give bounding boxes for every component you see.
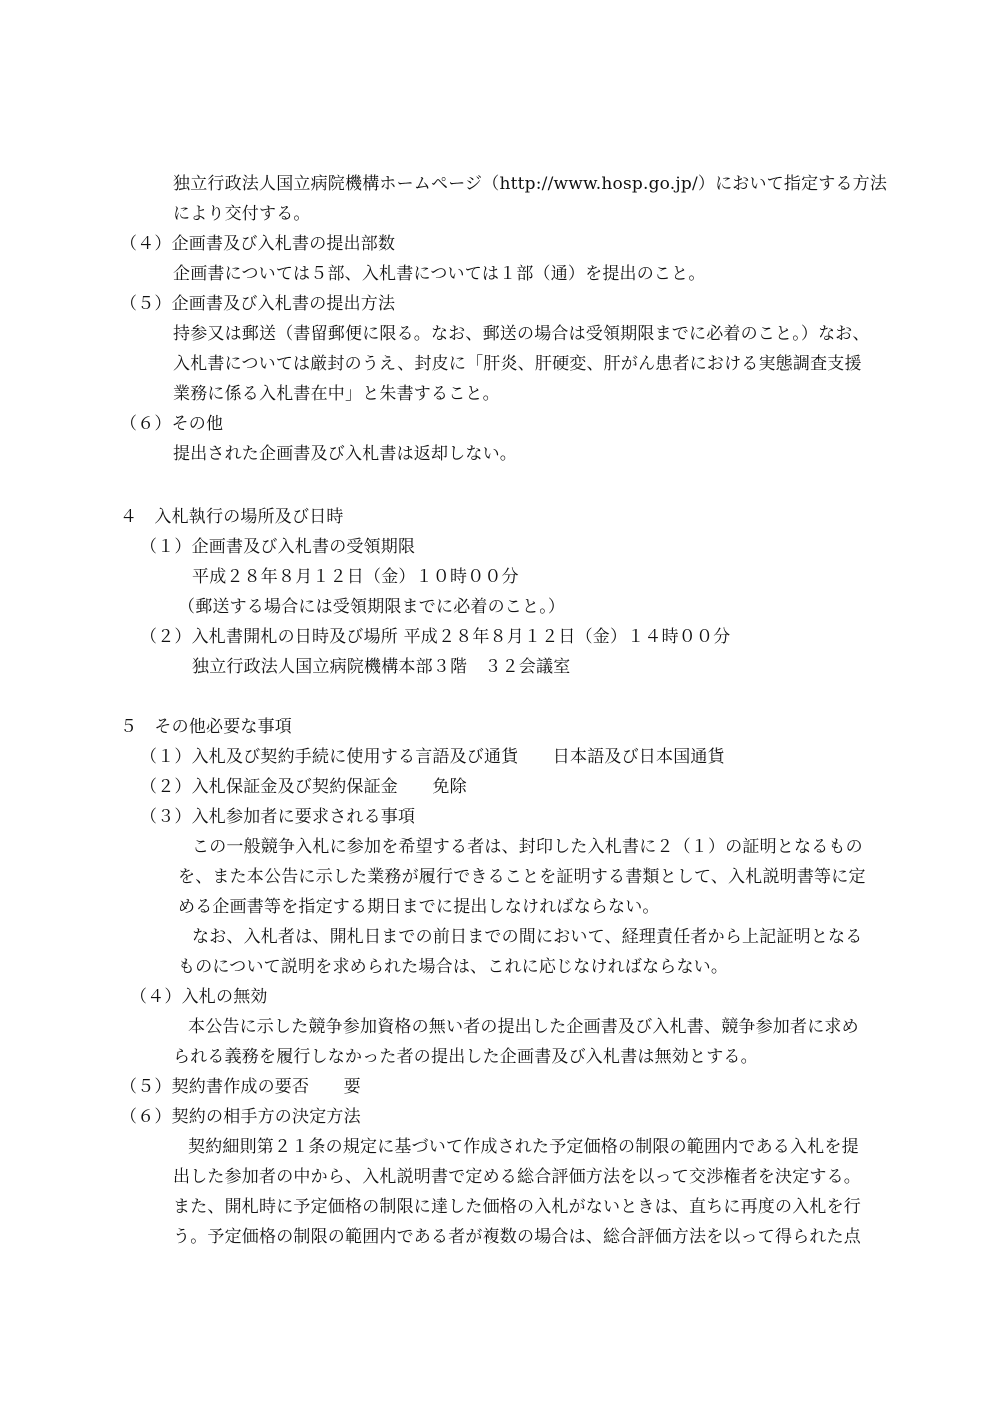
- text-line: 平成２８年８月１２日（金）１０時００分: [192, 567, 519, 587]
- section-heading: （２）入札保証金及び契約保証金 免除: [140, 777, 467, 797]
- text-line: 契約細則第２１条の規定に基づいて作成された予定価格の制限の範囲内である入札を提: [188, 1137, 859, 1157]
- chapter-heading: ４ 入札執行の場所及び日時: [120, 507, 344, 527]
- text-line: られる義務を履行しなかった者の提出した企画書及び入札書は無効とする。: [173, 1047, 758, 1067]
- section-heading: （４）入札の無効: [130, 987, 268, 1007]
- text-line: 本公告に示した競争参加資格の無い者の提出した企画書及び入札書、競争参加者に求め: [188, 1017, 859, 1037]
- text-line: める企画書等を指定する期日までに提出しなければならない。: [178, 897, 660, 917]
- text-line: により交付する。: [173, 204, 311, 224]
- text-line: この一般競争入札に参加を希望する者は、封印した入札書に２（１）の証明となるもの: [192, 837, 863, 857]
- section-heading: （４）企画書及び入札書の提出部数: [120, 234, 396, 254]
- section-heading: （１）入札及び契約手続に使用する言語及び通貨 日本語及び日本国通貨: [140, 747, 725, 767]
- section-heading: （２）入札書開札の日時及び場所 平成２８年８月１２日（金）１４時００分: [140, 627, 731, 647]
- section-heading: （３）入札参加者に要求される事項: [140, 807, 416, 827]
- section-heading: （１）企画書及び入札書の受領期限: [140, 537, 416, 557]
- text-line: 独立行政法人国立病院機構ホームページ（http://www.hosp.go.jp/）において指定する方法: [173, 174, 888, 194]
- text-line: 入札書については厳封のうえ、封皮に「肝炎、肝硬変、肝がん患者における実態調査支援: [173, 354, 862, 374]
- chapter-heading: ５ その他必要な事項: [120, 717, 292, 737]
- text-line: なお、入札者は、開札日までの前日までの間において、経理責任者から上記証明となる: [192, 927, 863, 947]
- text-line: を、また本公告に示した業務が履行できることを証明する書類として、入札説明書等に定: [178, 867, 866, 887]
- section-heading: （６）契約の相手方の決定方法: [120, 1107, 361, 1127]
- text-line: 持参又は郵送（書留郵便に限る。なお、郵送の場合は受領期限までに必着のこと。）なお、: [173, 324, 870, 344]
- text-line: 独立行政法人国立病院機構本部３階 ３２会議室: [192, 657, 571, 677]
- section-heading: （５）企画書及び入札書の提出方法: [120, 294, 396, 314]
- text-line: また、開札時に予定価格の制限に達した価格の入札がないときは、直ちに再度の入札を行: [173, 1197, 861, 1217]
- text-line: ものについて説明を求められた場合は、これに応じなければならない。: [178, 957, 729, 977]
- text-line: 業務に係る入札書在中」と朱書すること。: [173, 384, 500, 404]
- text-line: 企画書については５部、入札書については１部（通）を提出のこと。: [173, 264, 706, 284]
- text-line: 提出された企画書及び入札書は返却しない。: [173, 444, 517, 464]
- text-line: 出した参加者の中から、入札説明書で定める総合評価方法を以って交渉権者を決定する。: [173, 1167, 861, 1187]
- text-line: う。予定価格の制限の範囲内である者が複数の場合は、総合評価方法を以って得られた点: [173, 1227, 861, 1247]
- section-heading: （５）契約書作成の要否 要: [120, 1077, 361, 1097]
- section-heading: （６）その他: [120, 414, 224, 434]
- text-line: （郵送する場合には受領期限までに必着のこと。）: [178, 597, 566, 617]
